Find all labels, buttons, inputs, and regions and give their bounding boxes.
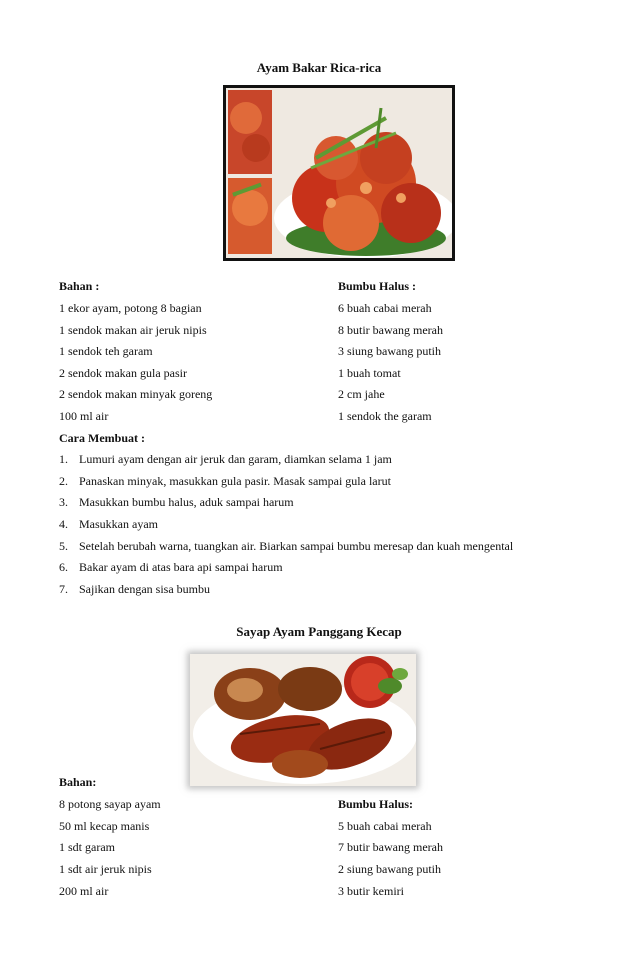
cara-membuat-label: Cara Membuat : <box>59 431 145 445</box>
step-number: 5. <box>59 539 68 553</box>
spice-item: 8 butir bawang merah <box>338 323 443 337</box>
ingredient-item: 1 sendok makan air jeruk nipis <box>59 323 207 337</box>
spice-item: 7 butir bawang merah <box>338 840 443 854</box>
step-text: Setelah berubah warna, tuangkan air. Biarkan sampai bumbu meresap dan kuah mengental <box>79 539 514 553</box>
ingredient-item: 1 sdt garam <box>59 840 115 854</box>
ingredient-item: 1 sdt air jeruk nipis <box>59 862 152 876</box>
step-text: Masukkan bumbu halus, aduk sampai harum <box>79 495 294 509</box>
recipe-title: Sayap Ayam Panggang Kecap <box>236 624 402 639</box>
bumbu-halus-label: Bumbu Halus : <box>338 279 417 293</box>
step-number: 1. <box>59 452 68 466</box>
spice-item: 1 sendok the garam <box>338 409 432 423</box>
spice-item: 3 butir kemiri <box>338 884 404 898</box>
step-text: Lumuri ayam dengan air jeruk dan garam, diamkan selama 1 jam <box>79 452 392 466</box>
spice-item: 6 buah cabai merah <box>338 301 432 315</box>
step-text: Sajikan dengan sisa bumbu <box>79 582 210 596</box>
bumbu-halus-label: Bumbu Halus: <box>338 797 414 811</box>
step-number: 2. <box>59 474 68 488</box>
ingredient-item: 8 potong sayap ayam <box>59 797 161 811</box>
ingredient-item: 200 ml air <box>59 884 109 898</box>
recipe-photo-sayap-ayam <box>190 654 416 786</box>
grilled-chicken-image <box>226 88 452 258</box>
step-text: Masukkan ayam <box>79 517 158 531</box>
ingredient-item: 1 ekor ayam, potong 8 bagian <box>59 301 202 315</box>
recipe-title: Ayam Bakar Rica-rica <box>256 60 382 75</box>
spice-item: 3 siung bawang putih <box>338 344 441 358</box>
ingredient-item: 50 ml kecap manis <box>59 819 150 833</box>
bahan-label: Bahan : <box>59 279 100 293</box>
ingredient-item: 100 ml air <box>59 409 109 423</box>
spice-item: 5 buah cabai merah <box>338 819 432 833</box>
recipe-photo-rica-rica <box>223 85 455 261</box>
ingredient-item: 2 sendok makan gula pasir <box>59 366 187 380</box>
step-number: 7. <box>59 582 68 596</box>
spice-item: 1 buah tomat <box>338 366 401 380</box>
spice-item: 2 cm jahe <box>338 387 385 401</box>
step-number: 6. <box>59 560 68 574</box>
grilled-wings-image <box>190 654 416 786</box>
ingredient-item: 1 sendok teh garam <box>59 344 153 358</box>
step-text: Bakar ayam di atas bara api sampai harum <box>79 560 283 574</box>
step-number: 4. <box>59 517 68 531</box>
step-number: 3. <box>59 495 68 509</box>
ingredient-item: 2 sendok makan minyak goreng <box>59 387 213 401</box>
spice-item: 2 siung bawang putih <box>338 862 441 876</box>
step-text: Panaskan minyak, masukkan gula pasir. Masak sampai gula larut <box>79 474 391 488</box>
bahan-label: Bahan: <box>59 775 97 789</box>
